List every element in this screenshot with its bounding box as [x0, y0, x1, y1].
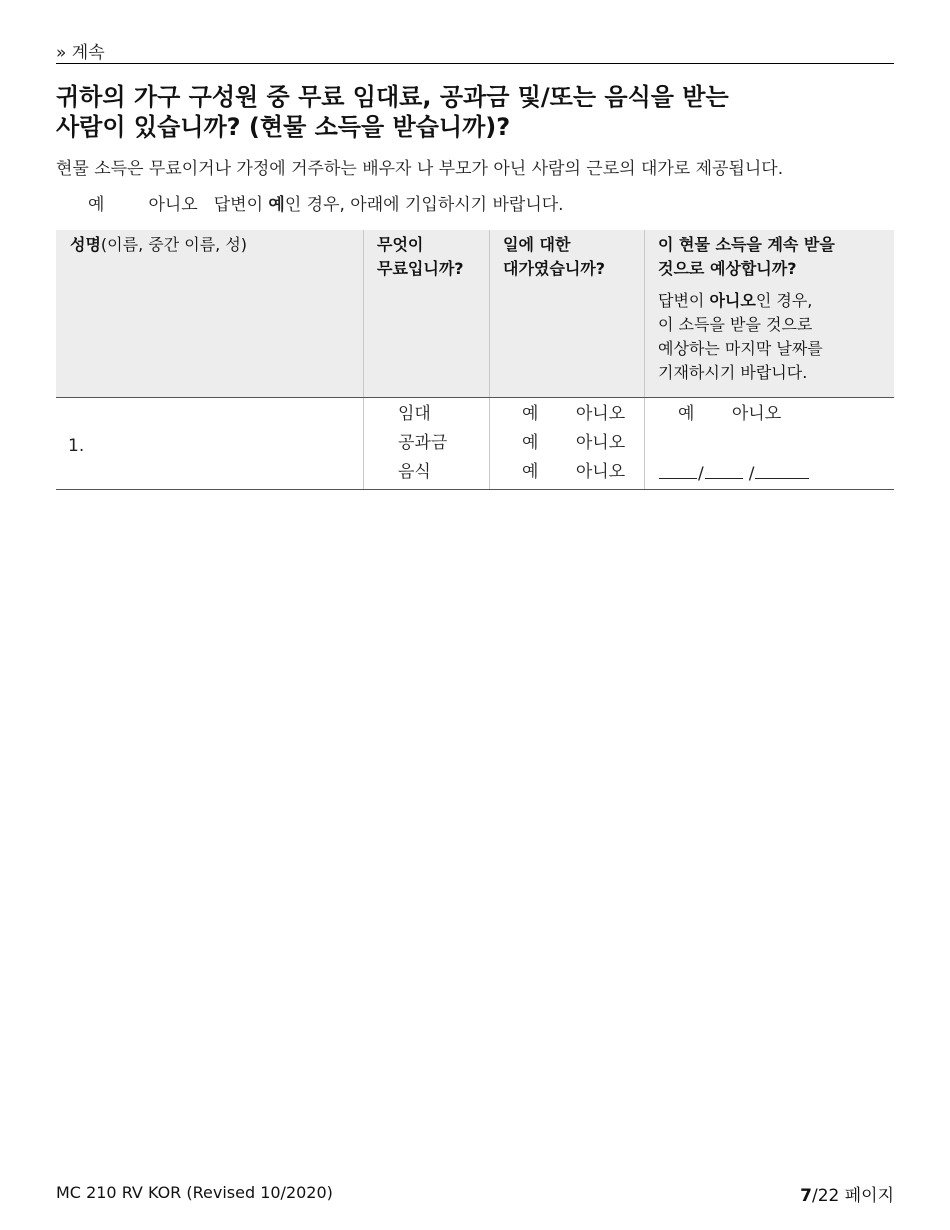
- no-label: 아니오: [148, 195, 198, 215]
- expect-no-label: 아니오: [731, 404, 782, 424]
- no-checkbox[interactable]: [116, 192, 138, 214]
- item-rent-option[interactable]: [372, 402, 431, 429]
- page-number: [800, 1181, 894, 1206]
- utilities-work-yes-label: 예: [522, 433, 539, 453]
- expect-yes-checkbox[interactable]: [654, 402, 676, 424]
- rent-work-answer: [498, 402, 625, 429]
- name-field[interactable]: [70, 408, 360, 482]
- item-food-label: 음식: [398, 462, 431, 482]
- question-description: 현물 소득은 무료이거나 가정에 거주하는 배우자 나 부모가 아닌 사람의 근로의 대가로 제공됩니다.: [56, 159, 784, 179]
- expect-yes-label: 예: [678, 404, 695, 424]
- expect-no-checkbox[interactable]: [708, 402, 730, 424]
- note-line4: 기재하시기 바랍니다.: [658, 363, 808, 382]
- utilities-work-no-label: 아니오: [575, 433, 626, 453]
- yes-checkbox[interactable]: [56, 192, 78, 214]
- item-rent-label: 임대: [398, 404, 431, 424]
- table-row: [56, 398, 894, 490]
- expect-answer: [654, 402, 781, 429]
- page-current: 7: [800, 1186, 812, 1206]
- header-payment-for-work: [503, 233, 643, 397]
- food-work-no-label: 아니오: [575, 462, 626, 482]
- header-expect-line2: 것으로 예상합니까?: [658, 259, 797, 278]
- food-work-answer: [498, 460, 625, 487]
- question-title-line2: 사람이 있습니까? (현물 소득을 받습니까)?: [56, 113, 511, 141]
- header-rule: [56, 63, 894, 64]
- note-suffix: 인 경우,: [755, 291, 813, 310]
- date-year-blank[interactable]: [755, 462, 809, 479]
- utilities-work-no-checkbox[interactable]: [552, 431, 574, 453]
- utilities-checkbox[interactable]: [372, 431, 394, 453]
- yes-option[interactable]: [56, 190, 104, 215]
- food-work-yes-checkbox[interactable]: [498, 460, 520, 482]
- instruction-suffix: 인 경우, 아래에 기입하시기 바랍니다.: [284, 195, 564, 215]
- item-food-option[interactable]: [372, 460, 431, 487]
- date-separator-1: /: [698, 464, 704, 484]
- in-kind-income-table: [56, 230, 894, 490]
- item-utilities-option[interactable]: [372, 431, 447, 458]
- food-checkbox[interactable]: [372, 460, 394, 482]
- question-title: [56, 82, 894, 142]
- instruction-prefix: 답변이: [213, 195, 269, 215]
- date-month-blank[interactable]: [659, 462, 697, 479]
- date-separator-2: /: [748, 464, 755, 484]
- last-date-field[interactable]: [659, 462, 809, 484]
- header-what-free-line2: 무료입니까?: [377, 259, 464, 278]
- header-expect-continue: [658, 233, 894, 397]
- instruction-bold: 예: [268, 195, 285, 215]
- rent-work-yes-checkbox[interactable]: [498, 402, 520, 424]
- rent-work-no-checkbox[interactable]: [552, 402, 574, 424]
- row-number: 1.: [68, 436, 85, 456]
- food-work-yes-label: 예: [522, 462, 539, 482]
- rent-work-yes-label: 예: [522, 404, 539, 424]
- instruction-text: [214, 190, 564, 215]
- header-name-rest: (이름, 중간 이름, 성): [100, 235, 248, 254]
- header-expect-line1: 이 현물 소득을 계속 받을: [658, 235, 835, 254]
- note-prefix: 답변이: [658, 291, 710, 310]
- item-utilities-label: 공과금: [398, 433, 448, 453]
- continued-label: » 계속: [56, 43, 105, 63]
- header-what-free: [377, 233, 497, 397]
- no-option[interactable]: [116, 190, 197, 215]
- yes-label: 예: [88, 195, 105, 215]
- rent-work-no-label: 아니오: [575, 404, 626, 424]
- form-id: MC 210 RV KOR (Revised 10/2020): [56, 1183, 333, 1202]
- header-name-bold: 성명: [70, 235, 101, 254]
- rent-checkbox[interactable]: [372, 402, 394, 424]
- question-title-line1: 귀하의 가구 구성원 중 무료 임대료, 공과금 및/또는 음식을 받는: [56, 83, 729, 111]
- utilities-work-answer: [498, 431, 625, 458]
- date-day-blank[interactable]: [705, 462, 743, 479]
- header-payment-line2: 대가였습니까?: [503, 259, 606, 278]
- utilities-work-yes-checkbox[interactable]: [498, 431, 520, 453]
- header-what-free-line1: 무엇이: [377, 235, 424, 254]
- note-line3: 예상하는 마지막 날짜를: [658, 339, 823, 358]
- answer-row: [56, 190, 564, 215]
- note-line2: 이 소득을 받을 것으로: [658, 315, 813, 334]
- note-bold: 아니오: [709, 291, 756, 310]
- header-payment-line1: 일에 대한: [503, 235, 571, 254]
- page-rest: /22 페이지: [811, 1186, 894, 1206]
- food-work-no-checkbox[interactable]: [552, 460, 574, 482]
- table-header: [56, 230, 894, 398]
- header-expect-note: [658, 289, 894, 385]
- header-name: [70, 233, 360, 397]
